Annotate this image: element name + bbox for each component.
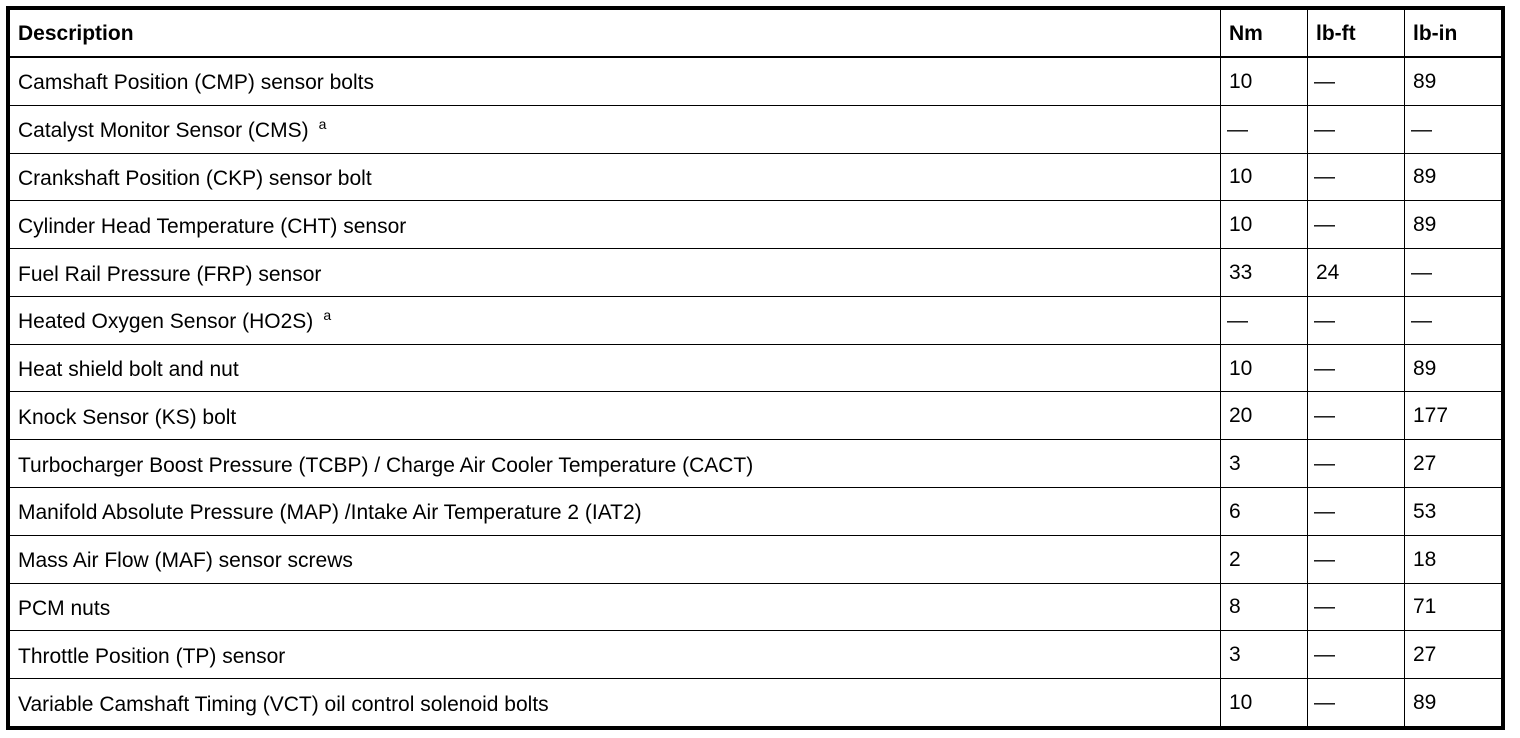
- nm-cell: 8: [1221, 583, 1308, 631]
- table-row: [10, 679, 1502, 727]
- table-row: [10, 105, 1502, 153]
- lbft-cell: —: [1308, 296, 1405, 344]
- lbft-cell: —: [1308, 631, 1405, 679]
- description-cell: [10, 392, 1221, 440]
- nm-cell: 2: [1221, 535, 1308, 583]
- description-text: Fuel Rail Pressure (FRP) sensor: [18, 262, 322, 286]
- description-text: Cylinder Head Temperature (CHT) sensor: [18, 214, 407, 238]
- nm-cell: —: [1221, 296, 1308, 344]
- description-text: Heat shield bolt and nut: [18, 358, 239, 382]
- nm-cell: 6: [1221, 488, 1308, 536]
- description-text: Manifold Absolute Pressure (MAP) /Intake Air Temperature 2 (IAT2): [18, 501, 642, 525]
- table-row: [10, 296, 1502, 344]
- description-text: PCM nuts: [18, 596, 111, 620]
- description-cell: [10, 296, 1221, 344]
- lbft-cell: —: [1308, 679, 1405, 727]
- lbft-cell: —: [1308, 153, 1405, 201]
- lbin-cell: —: [1405, 249, 1502, 297]
- lbft-cell: —: [1308, 440, 1405, 488]
- lbin-cell: 89: [1405, 201, 1502, 249]
- lbft-cell: —: [1308, 488, 1405, 536]
- description-cell: [10, 105, 1221, 153]
- lbft-cell: —: [1308, 57, 1405, 105]
- description-cell: [10, 440, 1221, 488]
- description-text: Catalyst Monitor Sensor (CMS): [18, 119, 309, 143]
- description-text: Knock Sensor (KS) bolt: [18, 405, 237, 429]
- table-body: [10, 57, 1502, 727]
- nm-cell: 10: [1221, 57, 1308, 105]
- header-lbin: lb-in: [1405, 10, 1502, 58]
- footnote-marker: a: [323, 307, 332, 324]
- table-row: [10, 344, 1502, 392]
- nm-cell: 20: [1221, 392, 1308, 440]
- description-cell: [10, 535, 1221, 583]
- table-row: [10, 153, 1502, 201]
- lbin-cell: 18: [1405, 535, 1502, 583]
- lbin-cell: 27: [1405, 440, 1502, 488]
- lbft-cell: —: [1308, 105, 1405, 153]
- lbin-cell: 27: [1405, 631, 1502, 679]
- header-nm: Nm: [1221, 10, 1308, 58]
- footnote-marker: a: [318, 116, 327, 133]
- description-cell: [10, 583, 1221, 631]
- header-description: Description: [10, 10, 1221, 58]
- table-row: [10, 440, 1502, 488]
- nm-cell: 10: [1221, 344, 1308, 392]
- header-lbft: lb-ft: [1308, 10, 1405, 58]
- lbin-cell: 89: [1405, 679, 1502, 727]
- table-row: [10, 249, 1502, 297]
- description-cell: [10, 201, 1221, 249]
- nm-cell: 10: [1221, 153, 1308, 201]
- description-cell: [10, 344, 1221, 392]
- lbin-cell: 89: [1405, 344, 1502, 392]
- lbft-cell: —: [1308, 344, 1405, 392]
- lbft-cell: —: [1308, 583, 1405, 631]
- description-cell: [10, 488, 1221, 536]
- torque-spec-table: [9, 9, 1502, 727]
- table-row: [10, 488, 1502, 536]
- nm-cell: 10: [1221, 679, 1308, 727]
- description-text: Heated Oxygen Sensor (HO2S): [18, 310, 314, 334]
- lbin-cell: 71: [1405, 583, 1502, 631]
- nm-cell: 3: [1221, 440, 1308, 488]
- description-cell: [10, 679, 1221, 727]
- description-text: Throttle Position (TP) sensor: [18, 644, 286, 668]
- torque-spec-table-frame: [6, 6, 1505, 730]
- description-cell: [10, 631, 1221, 679]
- lbin-cell: 177: [1405, 392, 1502, 440]
- nm-cell: 10: [1221, 201, 1308, 249]
- lbin-cell: —: [1405, 105, 1502, 153]
- description-cell: [10, 153, 1221, 201]
- description-text: Mass Air Flow (MAF) sensor screws: [18, 549, 353, 573]
- description-text: Turbocharger Boost Pressure (TCBP) / Charge Air Cooler Temperature (CACT): [18, 453, 754, 477]
- description-text: Camshaft Position (CMP) sensor bolts: [18, 71, 374, 95]
- lbin-cell: 89: [1405, 153, 1502, 201]
- lbin-cell: —: [1405, 296, 1502, 344]
- lbft-cell: —: [1308, 392, 1405, 440]
- nm-cell: —: [1221, 105, 1308, 153]
- nm-cell: 3: [1221, 631, 1308, 679]
- table-row: [10, 583, 1502, 631]
- table-row: [10, 57, 1502, 105]
- description-text: Variable Camshaft Timing (VCT) oil control solenoid bolts: [18, 692, 549, 716]
- nm-cell: 33: [1221, 249, 1308, 297]
- table-row: [10, 392, 1502, 440]
- lbin-cell: 53: [1405, 488, 1502, 536]
- description-text: Crankshaft Position (CKP) sensor bolt: [18, 166, 372, 190]
- lbin-cell: 89: [1405, 57, 1502, 105]
- lbft-cell: 24: [1308, 249, 1405, 297]
- description-cell: [10, 249, 1221, 297]
- lbft-cell: —: [1308, 535, 1405, 583]
- table-row: [10, 535, 1502, 583]
- header-row: [10, 10, 1502, 58]
- table-row: [10, 631, 1502, 679]
- lbft-cell: —: [1308, 201, 1405, 249]
- table-row: [10, 201, 1502, 249]
- description-cell: [10, 57, 1221, 105]
